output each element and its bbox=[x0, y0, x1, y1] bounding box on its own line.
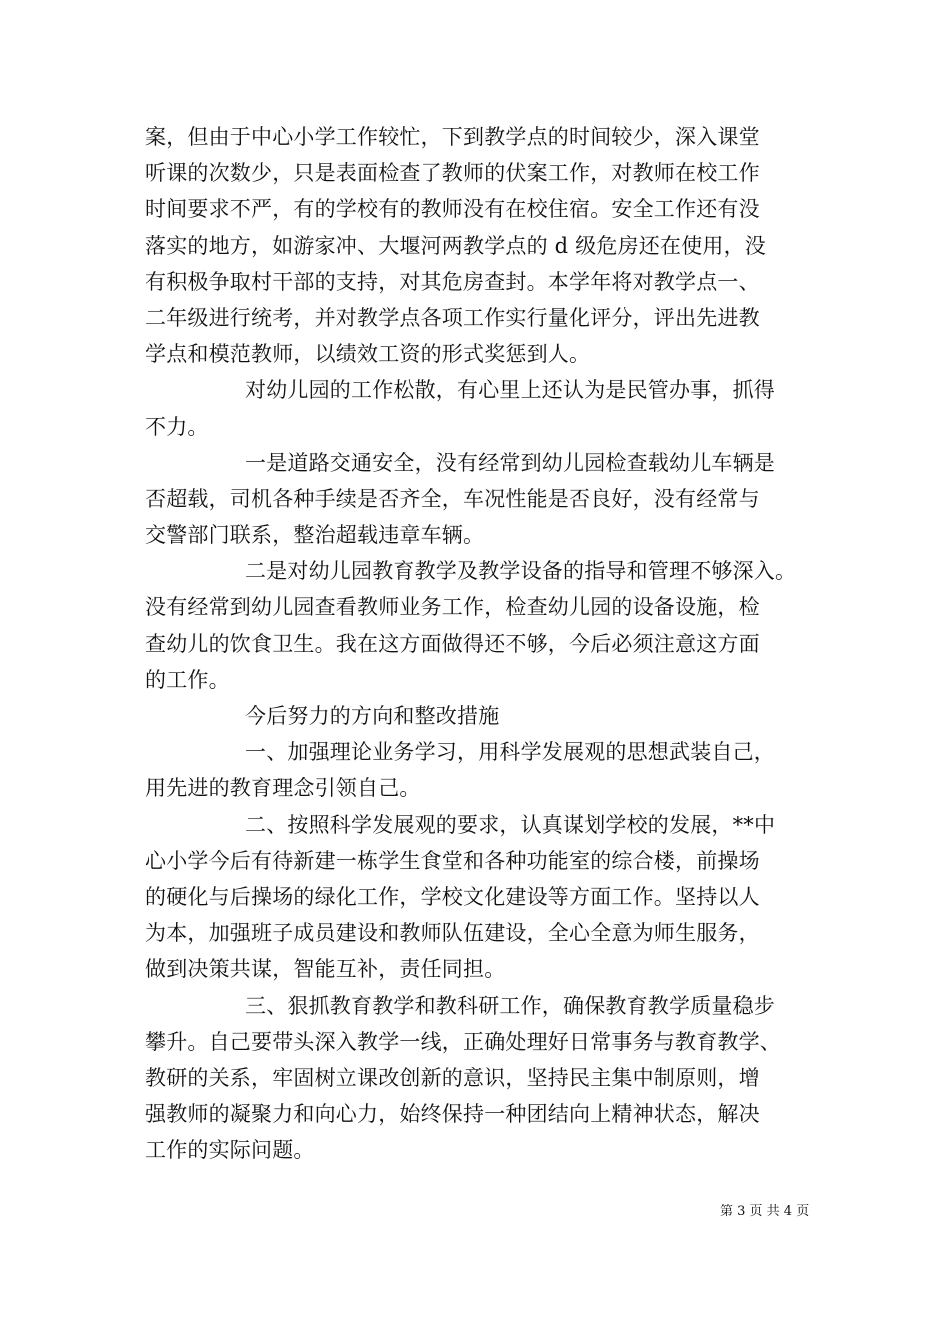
paragraph-start-line: 一是道路交通安全，没有经常到幼儿园检查载幼儿车辆是 bbox=[245, 450, 775, 475]
text-line: 学点和模范教师，以绩效工资的形式奖惩到人。 bbox=[145, 342, 591, 367]
text-line: 有积极争取村干部的支持，对其危房查封。本学年将对教学点一、 bbox=[145, 269, 760, 294]
section-heading: 今后努力的方向和整改措施 bbox=[245, 704, 500, 728]
text-line: 听课的次数少，只是表面检查了教师的伏案工作，对教师在校工作 bbox=[145, 161, 760, 186]
text-line: 做到决策共谋，智能互补，责任同担。 bbox=[145, 957, 506, 982]
text-line: 强教师的凝聚力和向心力，始终保持一种团结向上精神状态，解决 bbox=[145, 1102, 760, 1127]
paragraph-start-line: 二、按照科学发展观的要求，认真谋划学校的发展，**中 bbox=[245, 812, 776, 837]
page-number-footer: 第 3 页 共 4 页 bbox=[720, 1204, 810, 1219]
text-line: 落实的地方，如游家冲、大堰河两教学点的 d 级危房还在使用，没 bbox=[145, 233, 766, 258]
text-line: 为本，加强班子成员建设和教师队伍建设，全心全意为师生服务， bbox=[145, 921, 760, 946]
text-line: 时间要求不严，有的学校有的教师没有在校住宿。安全工作还有没 bbox=[145, 197, 760, 222]
text-line: 工作的实际问题。 bbox=[145, 1138, 315, 1163]
text-line: 教研的关系，牢固树立课改创新的意识，坚持民主集中制原则，增 bbox=[145, 1065, 760, 1090]
text-line: 查幼儿的饮食卫生。我在这方面做得还不够，今后必须注意这方面 bbox=[145, 631, 760, 656]
text-line: 的工作。 bbox=[145, 667, 230, 692]
text-line: 否超载，司机各种手续是否齐全，车况性能是否良好，没有经常与 bbox=[145, 486, 760, 511]
text-line: 没有经常到幼儿园查看教师业务工作，检查幼儿园的设备设施，检 bbox=[145, 595, 760, 620]
paragraph-start-line: 一、加强理论业务学习，用科学发展观的思想武装自己， bbox=[245, 740, 775, 765]
paragraph-start-line: 对幼儿园的工作松散，有心里上还认为是民管办事，抓得 bbox=[245, 378, 775, 403]
document-body bbox=[145, 119, 811, 1168]
text-line: 的硬化与后操场的绿化工作，学校文化建设等方面工作。坚持以人 bbox=[145, 884, 760, 909]
text-line: 不力。 bbox=[145, 414, 209, 439]
text-line: 二年级进行统考，并对教学点各项工作实行量化评分，评出先进教 bbox=[145, 305, 760, 330]
text-line: 案，但由于中心小学工作较忙，下到教学点的时间较少，深入课堂 bbox=[145, 125, 760, 149]
text-line: 心小学今后有待新建一栋学生食堂和各种功能室的综合楼，前操场 bbox=[145, 848, 760, 873]
paragraph-start-line: 三、狠抓教育教学和教科研工作，确保教育教学质量稳步 bbox=[245, 993, 775, 1018]
text-line: 交警部门联系，整治超载违章车辆。 bbox=[145, 523, 485, 548]
text-line: 攀升。自己要带头深入教学一线，正确处理好日常事务与教育教学、 bbox=[145, 1029, 781, 1054]
text-line: 用先进的教育理念引领自己。 bbox=[145, 776, 421, 801]
paragraph-start-line: 二是对幼儿园教育教学及教学设备的指导和管理不够深入。 bbox=[245, 559, 797, 584]
